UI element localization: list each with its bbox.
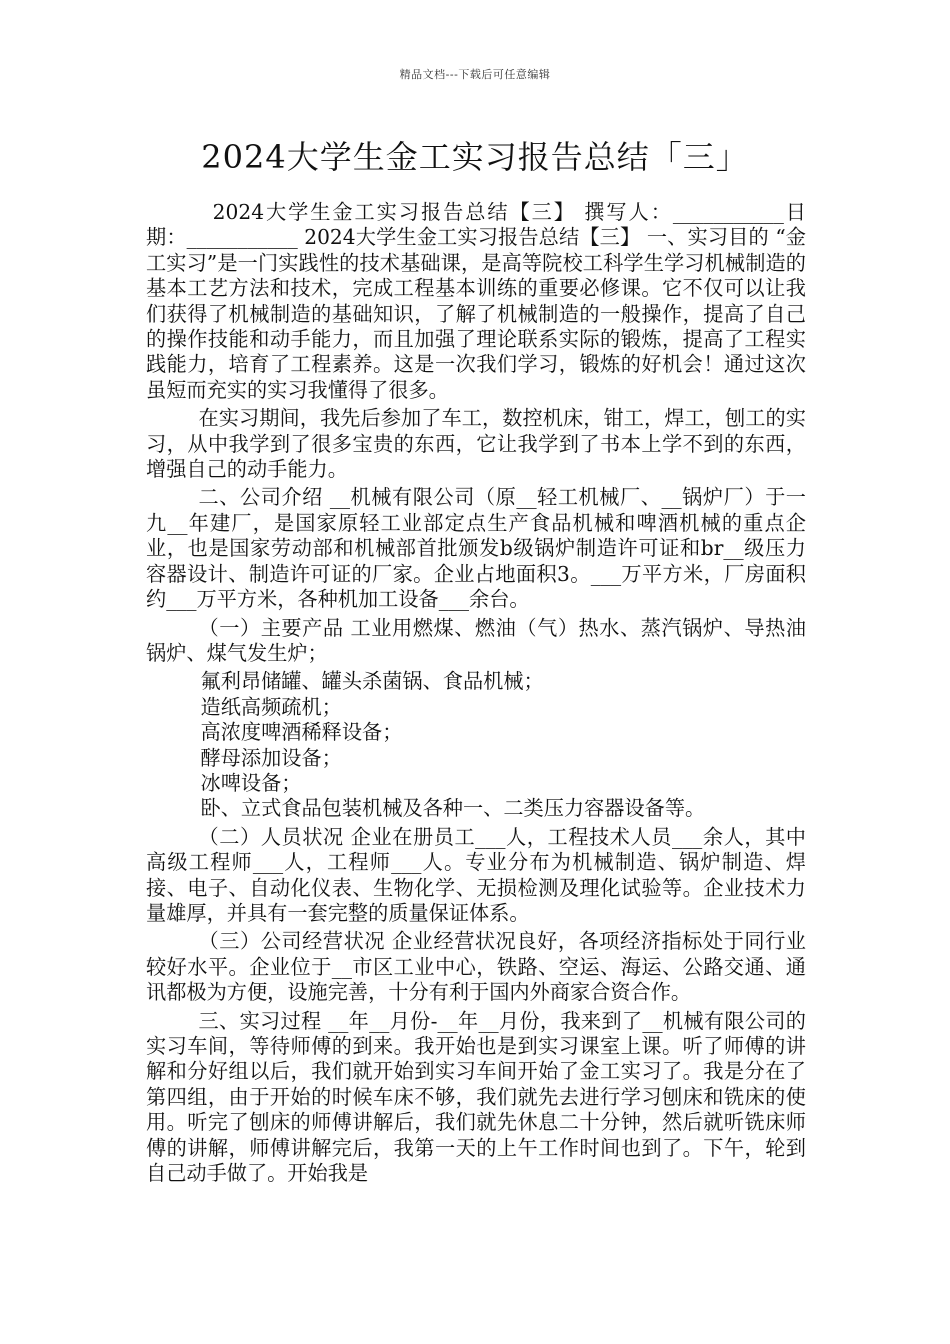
product-list-item: 氟利昂储罐、罐头杀菌锅、食品机械；	[200, 669, 544, 694]
document-title: 2024大学生金工实习报告总结「三」	[201, 138, 749, 176]
document-body	[146, 200, 806, 1189]
paragraph-business-status: （三）公司经营状况 企业经营状况良好，各项经济指标处于同行业较好水平。企业位于__市区工业中心，铁路、空运、海运、公路交通、通讯都极为方便，设施完善，十分有利于国内外商家合资合作。	[146, 929, 806, 1005]
product-list-item: 高浓度啤酒稀释设备；	[200, 720, 403, 745]
product-list-item: 卧、立式食品包装机械及各种一、二类压力容器设备等。	[200, 796, 706, 821]
paragraph-main-products: （一）主要产品 工业用燃煤、燃油（气）热水、蒸汽锅炉、导热油锅炉、煤气发生炉；	[146, 615, 806, 665]
header-note: 精品文档---下载后可任意编辑	[399, 68, 551, 81]
product-list-item: 造纸高频疏机；	[200, 694, 342, 719]
paragraph-internship-process: 三、实习过程 __年__月份-__年__月份，我来到了__机械有限公司的实习车间，等待师傅的到来。我开始也是到实习课室上课。听了师傅的讲解和分好组以后，我们就开始到实习车间开始了金工实习了。我是分在了第四组，由于开始的时候车床不够，我们就先去进行学习刨床和铣床的使用。听完了刨床的师傅讲解后，我们就先休息二十分钟，然后就听铣床师傅的讲解，师傅讲解完后，我第一天的上午工作时间也到了。下午，轮到自己动手做了。开始我是	[146, 1008, 806, 1186]
paragraph-intro: 2024大学生金工实习报告总结【三】 撰写人：___________日 期：___________ 2024大学生金工实习报告总结【三】 一、实习目的 “金工实习”是一门实践性的技术基础课，是高等院校工科学生学习机械制造的基本工艺方法和技术，完成工程基本训练的重要必修课。它不仅可以让我们获得了机械制造的基础知识，了解了机械制造的一般操作，提高了自己的操作技能和动手能力，而且加强了理论联系实际的锻炼，提高了工程实践能力，培育了工程素养。这是一次我们学习，锻炼的好机会！通过这次虽短而充实的实习我懂得了很多。	[146, 200, 806, 402]
paragraph-staff-status: （二）人员状况 企业在册员工___人，工程技术人员___余人，其中高级工程师___人，工程师___人。专业分布为机械制造、锅炉制造、焊接、电子、自动化仪表、生物化学、无损检测及理化试验等。企业技术力量雄厚，并具有一套完整的质量保证体系。	[146, 824, 806, 925]
paragraph-company-intro: 二、公司介绍 __机械有限公司（原__轻工机械厂、__锅炉厂）于一九__年建厂，是国家原轻工业部定点生产食品机械和啤酒机械的重点企业，也是国家劳动部和机械部首批颁发b级锅炉制造许可证和br__级压力容器设计、制造许可证的厂家。企业占地面积3。___万平方米，厂房面积约___万平方米，各种机加工设备___余台。	[146, 485, 806, 612]
paragraph-internship-period: 在实习期间，我先后参加了车工，数控机床，钳工，焊工，刨工的实习，从中我学到了很多宝贵的东西，它让我学到了书本上学不到的东西，增强自己的动手能力。	[146, 406, 806, 482]
product-list-item: 酵母添加设备；	[200, 745, 342, 770]
product-list-item: 冰啤设备；	[200, 770, 302, 795]
